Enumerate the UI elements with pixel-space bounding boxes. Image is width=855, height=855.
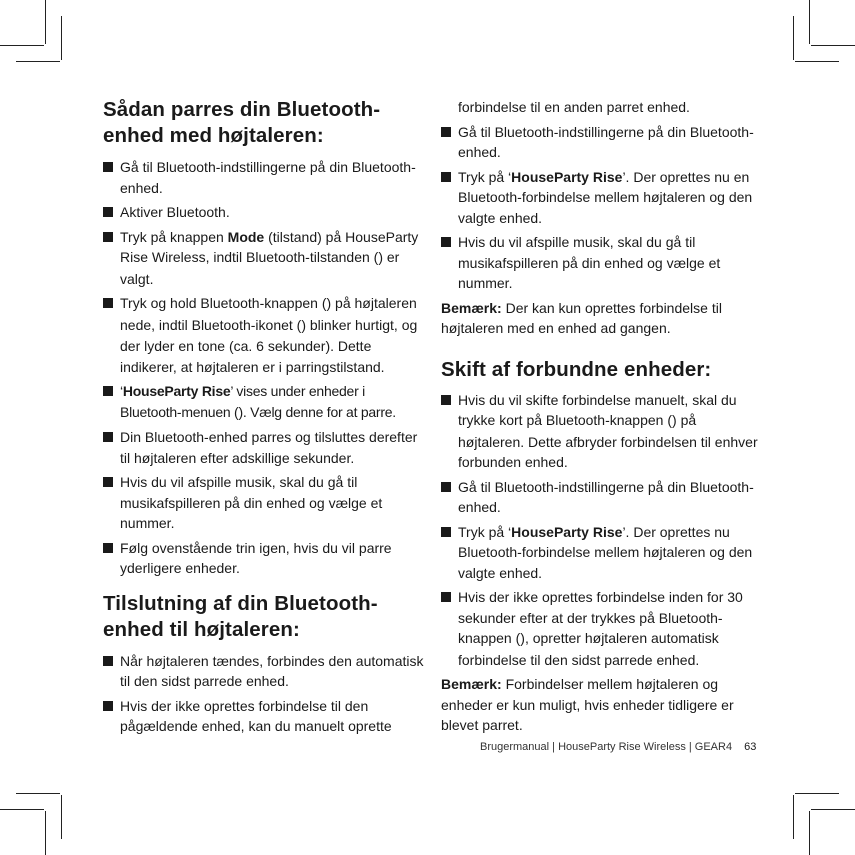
crop-mark [793, 795, 794, 839]
crop-mark [811, 45, 855, 46]
crop-mark [795, 793, 839, 794]
list-item: Tryk og hold Bluetooth-knappen () på højtaleren nede, indtil Bluetooth-ikonet () blinker hurtigt, og der lyder en tone (ca. 6 sekunder). Dette indikerer, at højtaleren er i parringstilstand. [103, 293, 425, 377]
footer-text: Brugermanual | HouseParty Rise Wireless | GEAR4 [480, 741, 733, 753]
list-item: Gå til Bluetooth-indstillingerne på din Bluetooth-enhed. [441, 477, 763, 518]
list-item: Gå til Bluetooth-indstillingerne på din Bluetooth-enhed. [103, 157, 425, 198]
crop-mark [45, 0, 46, 44]
list-item: Hvis du vil skifte forbindelse manuelt, skal du trykke kort på Bluetooth-knappen () på højtaleren. Dette afbryder forbindelsen til enhver forbunden enhed. [441, 390, 763, 473]
bullet-icon [441, 127, 451, 137]
continued-text: forbindelse til en anden parret enhed. [458, 99, 690, 115]
list-item: Tryk på ‘HouseParty Rise’. Der oprettes nu en Bluetooth-forbindelse mellem højtaleren og den valgte enhed. [441, 167, 763, 229]
crop-mark [809, 811, 810, 855]
heading-pairing: Sådan parres din Bluetooth-enhed med højtaleren: [103, 98, 381, 147]
bullet-icon [103, 162, 113, 172]
bullet-icon [103, 298, 113, 308]
crop-mark [16, 793, 60, 794]
bullet-icon [103, 477, 113, 487]
list-item: Din Bluetooth-enhed parres og tilsluttes derefter til højtaleren efter adskillige sekunder. [103, 427, 425, 468]
list-item: Hvis der ikke oprettes forbindelse inden for 30 sekunder efter at der trykkes på Bluetooth-knappen (), opretter højtaleren automatisk forbindelse til den sidst parrede enhed. [441, 587, 763, 670]
bullet-icon [103, 701, 113, 711]
switching-steps [441, 390, 763, 671]
left-column [103, 97, 425, 741]
bullet-icon [441, 592, 451, 602]
bullet-icon [441, 482, 451, 492]
list-item: Aktiver Bluetooth. [103, 202, 425, 223]
list-item: Tryk på knappen Mode (tilstand) på HouseParty Rise Wireless, indtil Bluetooth-tilstanden () er valgt. [103, 227, 425, 290]
bullet-icon [103, 207, 113, 217]
crop-mark [0, 45, 44, 46]
connecting-steps-continued [441, 122, 763, 294]
crop-mark [45, 811, 46, 855]
list-item: Gå til Bluetooth-indstillingerne på din Bluetooth-enhed. [441, 122, 763, 163]
list-item: ‘HouseParty Rise’ vises under enheder i Bluetooth-menuen (). Vælg denne for at parre. [103, 381, 425, 423]
bullet-icon [103, 432, 113, 442]
bullet-icon [103, 656, 113, 666]
list-item: Hvis du vil afspille musik, skal du gå til musikafspilleren på din enhed og vælge et nummer. [103, 472, 425, 534]
list-item: Hvis der ikke oprettes forbindelse til den pågældende enhed, kan du manuelt oprette [103, 696, 425, 737]
pairing-steps [103, 157, 425, 579]
bullet-icon [441, 395, 451, 405]
note: Bemærk: Forbindelser mellem højtaleren og enheder er kun muligt, hvis enheder tidligere er blevet parret. [441, 676, 734, 733]
list-item: Følg ovenstående trin igen, hvis du vil parre yderligere enheder. [103, 538, 425, 579]
bullet-icon [441, 172, 451, 182]
page-number: 63 [744, 741, 757, 753]
crop-mark [16, 61, 60, 62]
bullet-icon [103, 232, 113, 242]
crop-mark [795, 61, 839, 62]
bullet-icon [441, 237, 451, 247]
list-item: Hvis du vil afspille musik, skal du gå til musikafspilleren på din enhed og vælge et nummer. [441, 232, 763, 294]
heading-switching: Skift af forbundne enheder: [441, 357, 712, 381]
crop-mark [811, 809, 855, 810]
note: Bemærk: Der kan kun oprettes forbindelse til højtaleren med en enhed ad gangen. [441, 299, 722, 336]
right-column [441, 97, 763, 736]
bullet-icon [103, 543, 113, 553]
heading-connecting: Tilslutning af din Bluetooth-enhed til højtaleren: [103, 591, 378, 641]
crop-mark [0, 809, 44, 810]
crop-mark [61, 795, 62, 839]
connecting-steps [103, 651, 425, 737]
list-item: Når højtaleren tændes, forbindes den automatisk til den sidst parrede enhed. [103, 651, 425, 692]
crop-mark [793, 16, 794, 60]
crop-mark [61, 16, 62, 60]
bullet-icon [103, 386, 113, 396]
bullet-icon [441, 527, 451, 537]
crop-mark [809, 0, 810, 44]
list-item: Tryk på ‘HouseParty Rise’. Der oprettes nu Bluetooth-forbindelse mellem højtaleren og den valgte enhed. [441, 522, 763, 584]
page-footer [480, 741, 760, 753]
